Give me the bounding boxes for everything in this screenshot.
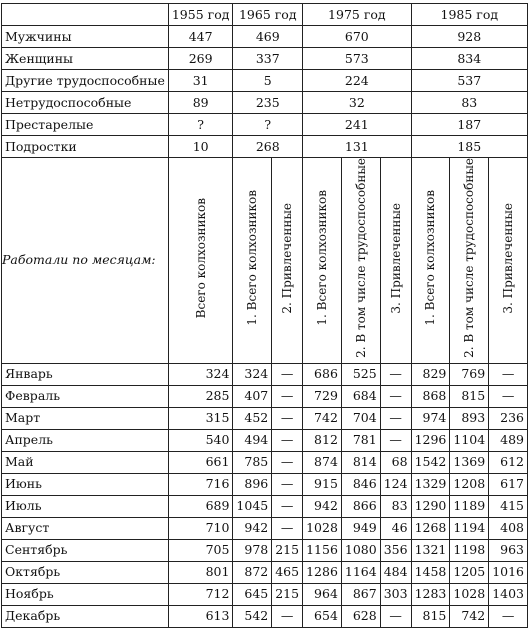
population-value: 537	[411, 70, 527, 92]
month-value: 814	[341, 451, 380, 473]
table-body	[2, 4, 528, 628]
month-value: 1286	[303, 561, 342, 583]
population-value: ?	[233, 114, 303, 136]
month-row	[2, 605, 528, 627]
month-value: 812	[303, 429, 342, 451]
column-header	[272, 158, 303, 364]
months-header-label: Работали по месяцам:	[2, 158, 169, 364]
month-value: 710	[168, 517, 233, 539]
month-value: —	[489, 385, 528, 407]
year-header: 1985 год	[411, 4, 527, 26]
month-value: 1268	[411, 517, 450, 539]
month-value: 1198	[450, 539, 489, 561]
month-value: 1290	[411, 495, 450, 517]
month-value: 896	[233, 473, 272, 495]
month-value: —	[380, 429, 411, 451]
column-header	[303, 158, 342, 364]
month-value: 645	[233, 583, 272, 605]
year-header: 1965 год	[233, 4, 303, 26]
month-row	[2, 561, 528, 583]
column-header	[450, 158, 489, 364]
month-label: Январь	[2, 363, 169, 385]
population-value: 670	[303, 26, 411, 48]
month-value: 1194	[450, 517, 489, 539]
month-value: 815	[411, 605, 450, 627]
column-header-text: 3. Привлеченные	[388, 202, 403, 314]
month-value: 1205	[450, 561, 489, 583]
population-value: 5	[233, 70, 303, 92]
month-value: 324	[233, 363, 272, 385]
month-value: 1403	[489, 583, 528, 605]
month-value: 742	[450, 605, 489, 627]
population-row	[2, 26, 528, 48]
row-label: Престарелые	[2, 114, 169, 136]
data-table	[1, 3, 528, 628]
population-value: 31	[168, 70, 233, 92]
population-value: 834	[411, 48, 527, 70]
population-row	[2, 92, 528, 114]
column-header-text: 1. Всего колхозников	[245, 190, 260, 326]
month-row	[2, 407, 528, 429]
month-value: —	[489, 363, 528, 385]
population-value: ?	[168, 114, 233, 136]
month-row	[2, 363, 528, 385]
column-header-text: 3. Привлеченные	[501, 202, 516, 314]
month-value: 124	[380, 473, 411, 495]
month-value: 867	[341, 583, 380, 605]
month-value: 489	[489, 429, 528, 451]
month-value: 236	[489, 407, 528, 429]
population-value: 447	[168, 26, 233, 48]
month-label: Июль	[2, 495, 169, 517]
month-value: 46	[380, 517, 411, 539]
month-value: 964	[303, 583, 342, 605]
month-value: 1369	[450, 451, 489, 473]
month-value: —	[380, 363, 411, 385]
year-header-row	[2, 4, 528, 26]
population-value: 89	[168, 92, 233, 114]
row-label: Другие трудоспособные	[2, 70, 169, 92]
month-label: Октябрь	[2, 561, 169, 583]
month-value: 1321	[411, 539, 450, 561]
month-value: —	[272, 429, 303, 451]
month-value: 846	[341, 473, 380, 495]
row-label: Мужчины	[2, 26, 169, 48]
column-header-text: 1. Всего колхозников	[423, 190, 438, 326]
population-value: 268	[233, 136, 303, 158]
month-value: 915	[303, 473, 342, 495]
population-value: 224	[303, 70, 411, 92]
month-value: 1156	[303, 539, 342, 561]
month-value: 1296	[411, 429, 450, 451]
month-row	[2, 517, 528, 539]
month-row	[2, 451, 528, 473]
population-value: 187	[411, 114, 527, 136]
population-value: 131	[303, 136, 411, 158]
column-header	[341, 158, 380, 364]
column-header	[168, 158, 233, 364]
column-header-text: 2. Привлеченные	[280, 202, 295, 314]
month-value: 1164	[341, 561, 380, 583]
month-value: 83	[380, 495, 411, 517]
month-value: 1283	[411, 583, 450, 605]
population-value: 573	[303, 48, 411, 70]
month-value: 1208	[450, 473, 489, 495]
month-value: 661	[168, 451, 233, 473]
month-label: Ноябрь	[2, 583, 169, 605]
month-value: 1045	[233, 495, 272, 517]
month-value: 684	[341, 385, 380, 407]
month-value: 712	[168, 583, 233, 605]
population-row	[2, 136, 528, 158]
month-row	[2, 473, 528, 495]
months-header-row	[2, 158, 528, 364]
column-header-text: Всего колхозников	[193, 197, 208, 319]
month-value: 963	[489, 539, 528, 561]
month-label: Март	[2, 407, 169, 429]
month-value: 628	[341, 605, 380, 627]
month-value: 1189	[450, 495, 489, 517]
month-value: 942	[303, 495, 342, 517]
month-value: 868	[411, 385, 450, 407]
month-label: Август	[2, 517, 169, 539]
month-value: —	[272, 495, 303, 517]
month-value: —	[380, 605, 411, 627]
column-header-text: 2. В том числе трудоспособные	[353, 158, 368, 358]
month-value: 324	[168, 363, 233, 385]
month-value: 1329	[411, 473, 450, 495]
month-value: 704	[341, 407, 380, 429]
month-label: Декабрь	[2, 605, 169, 627]
column-header	[380, 158, 411, 364]
population-value: 185	[411, 136, 527, 158]
month-value: 356	[380, 539, 411, 561]
month-value: 893	[450, 407, 489, 429]
month-value: 815	[450, 385, 489, 407]
month-value: 686	[303, 363, 342, 385]
column-header	[489, 158, 528, 364]
corner-cell	[2, 4, 169, 26]
month-label: Сентябрь	[2, 539, 169, 561]
month-value: —	[272, 451, 303, 473]
month-value: —	[272, 407, 303, 429]
column-header	[233, 158, 272, 364]
month-value: 215	[272, 583, 303, 605]
month-value: 829	[411, 363, 450, 385]
month-value: —	[272, 385, 303, 407]
month-value: 1016	[489, 561, 528, 583]
month-value: 303	[380, 583, 411, 605]
month-row	[2, 495, 528, 517]
month-value: —	[380, 385, 411, 407]
row-label: Женщины	[2, 48, 169, 70]
population-value: 10	[168, 136, 233, 158]
month-value: 465	[272, 561, 303, 583]
month-value: 285	[168, 385, 233, 407]
month-value: 612	[489, 451, 528, 473]
month-value: 729	[303, 385, 342, 407]
month-value: 452	[233, 407, 272, 429]
population-value: 241	[303, 114, 411, 136]
population-value: 928	[411, 26, 527, 48]
month-value: 872	[233, 561, 272, 583]
month-label: Май	[2, 451, 169, 473]
month-value: 415	[489, 495, 528, 517]
month-value: 1080	[341, 539, 380, 561]
month-value: —	[489, 605, 528, 627]
month-value: 974	[411, 407, 450, 429]
month-value: 689	[168, 495, 233, 517]
month-value: 215	[272, 539, 303, 561]
month-value: 540	[168, 429, 233, 451]
month-value: 1104	[450, 429, 489, 451]
month-row	[2, 539, 528, 561]
population-value: 32	[303, 92, 411, 114]
month-value: 542	[233, 605, 272, 627]
year-header: 1955 год	[168, 4, 233, 26]
column-header	[411, 158, 450, 364]
month-label: Февраль	[2, 385, 169, 407]
month-value: 407	[233, 385, 272, 407]
column-header-text: 2. В том числе трудоспособные	[462, 158, 477, 358]
month-value: 68	[380, 451, 411, 473]
month-value: 484	[380, 561, 411, 583]
month-value: 494	[233, 429, 272, 451]
month-value: 874	[303, 451, 342, 473]
month-value: 716	[168, 473, 233, 495]
month-value: 785	[233, 451, 272, 473]
month-value: 1028	[450, 583, 489, 605]
month-value: 978	[233, 539, 272, 561]
month-label: Апрель	[2, 429, 169, 451]
month-value: —	[380, 407, 411, 429]
row-label: Подростки	[2, 136, 169, 158]
month-value: 742	[303, 407, 342, 429]
population-row	[2, 48, 528, 70]
month-value: 866	[341, 495, 380, 517]
month-value: 942	[233, 517, 272, 539]
month-value: 617	[489, 473, 528, 495]
month-label: Июнь	[2, 473, 169, 495]
month-value: 705	[168, 539, 233, 561]
month-value: 949	[341, 517, 380, 539]
year-header: 1975 год	[303, 4, 411, 26]
population-value: 337	[233, 48, 303, 70]
month-value: 1542	[411, 451, 450, 473]
month-value: —	[272, 517, 303, 539]
month-value: 613	[168, 605, 233, 627]
population-row	[2, 114, 528, 136]
month-value: —	[272, 473, 303, 495]
month-value: 1458	[411, 561, 450, 583]
month-value: 781	[341, 429, 380, 451]
month-row	[2, 429, 528, 451]
month-value: 654	[303, 605, 342, 627]
month-row	[2, 385, 528, 407]
month-value: 408	[489, 517, 528, 539]
month-value: —	[272, 363, 303, 385]
population-value: 235	[233, 92, 303, 114]
month-value: 525	[341, 363, 380, 385]
month-value: —	[272, 605, 303, 627]
month-value: 1028	[303, 517, 342, 539]
month-value: 315	[168, 407, 233, 429]
month-value: 801	[168, 561, 233, 583]
month-value: 769	[450, 363, 489, 385]
column-header-text: 1. Всего колхозников	[315, 190, 329, 326]
population-value: 269	[168, 48, 233, 70]
population-row	[2, 70, 528, 92]
month-row	[2, 583, 528, 605]
population-value: 469	[233, 26, 303, 48]
population-value: 83	[411, 92, 527, 114]
row-label: Нетрудоспособные	[2, 92, 169, 114]
